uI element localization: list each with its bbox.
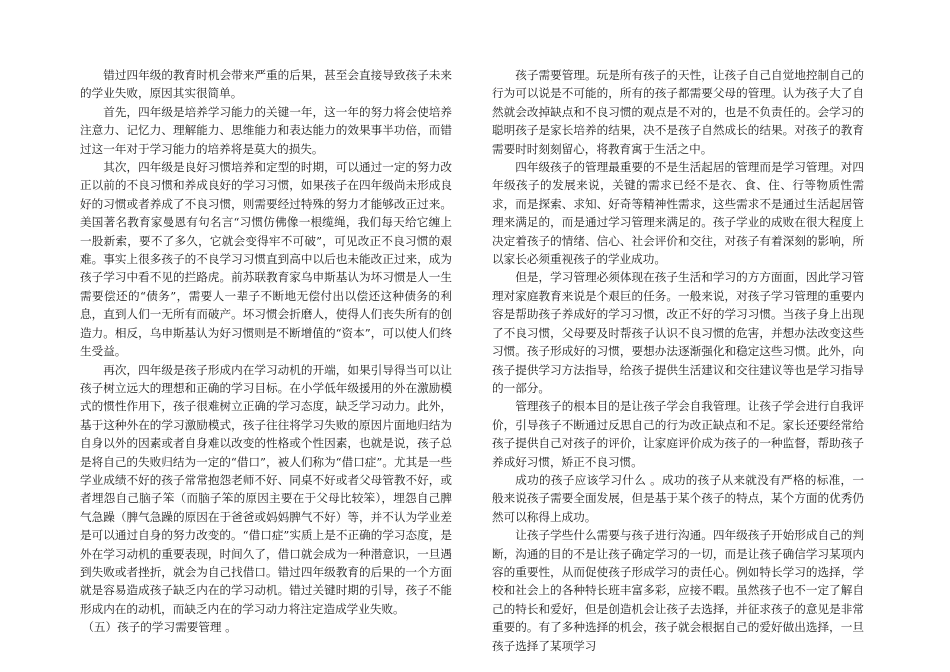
paragraph: 四年级孩子的管理最重要的不是生活起居的管理而是学习管理。对四年级孩子的发展来说，关键的需求已经不是衣、食、住、行等物质性需求，而是探索、求知、好奇等精神性需求，这些需求不是通过生活起居管理来满足的，而是通过学习管理来满足的。孩子学业的成败在很大程度上决定着孩子的情绪、信心、社会评价和交往，对孩子有着深刻的影响，所以家长必须重视孩子的学业成功。	[492, 160, 864, 267]
paragraph: 但是，学习管理必须体现在孩子生活和学习的方方面面，因此学习管理对家庭教育来说是个艰巨的任务。一般来说，对孩子学习管理的重要内容是帮助孩子养成好的学习习惯，改正不好的学习习惯。当孩子身上出现了不良习惯，父母要及时帮孩子认识不良习惯的危害，并想办法改变这些习惯。孩子形成好的习惯，要想办法逐渐强化和稳定这些习惯。此外，向孩子提供学习方法指导，给孩子提供生活建议和交往建议等也是学习指导的一部分。	[492, 270, 864, 395]
section-heading: （五）孩子的学习需要管理 。	[82, 620, 237, 635]
paragraph: 错过四年级的教育时机会带来严重的后果，甚至会直接导致孩子未来的学业失败，原因其实很简单。	[80, 68, 452, 101]
paragraph: 孩子需要管理。玩是所有孩子的天性，让孩子自己自觉地控制自己的行为可以说是不可能的，所有的孩子都需要父母的管理。认为孩子大了自然就会改掉缺点和不良习惯的观点是不对的，也是不负责任的。会学习的聪明孩子是家长培养的结果，决不是孩子自然成长的结果。对孩子的教育需要时时刻刻留心，将教育寓于生活之中。	[492, 68, 864, 156]
paragraph: 首先，四年级是培养学习能力的关键一年，这一年的努力将会使培养注意力、记忆力、理解能力、思维能力和表达能力的效果事半功倍，而错过这一年对于学习能力的培养将是莫大的损失。	[80, 104, 452, 156]
paragraph: 成功的孩子应该学习什么 。成功的孩子从来就没有严格的标准，一般来说孩子需要全面发展，但是基于某个孩子的特点，某个方面的优秀仍然可以称得上成功。	[492, 472, 864, 524]
right-column	[492, 66, 864, 655]
paragraph: 让孩子学些什么需要与孩子进行沟通。四年级孩子开始形成自己的判断，沟通的目的不是让孩子确定学习的一切，而是让孩子确信学习某项内容的重要性，从而促使孩子形成学习的责任心。例如特长学习的选择，学校和社会上的各种特长班丰富多彩，应接不暇。虽然孩子也不一定了解自己的特长和爱好，但是创造机会让孩子去选择，并征求孩子的意见是非常重要的。有了多种选择的机会，孩子就会根据自己的爱好做出选择，一旦孩子选择了某项学习	[492, 528, 864, 653]
left-column	[80, 66, 452, 637]
paragraph: 管理孩子的根本目的是让孩子学会自我管理。让孩子学会进行自我评价，引导孩子不断通过反思自己的行为改正缺点和不足。家长还要经常给孩子提供自己对孩子的评价，让家庭评价成为孩子的一种监督，帮助孩子养成好习惯，矫正不良习惯。	[492, 399, 864, 469]
paragraph: 再次，四年级是孩子形成内在学习动机的开端，如果引导得当可以让孩子树立远大的理想和正确的学习目标。在小学低年级援用的外在激励模式的惯性作用下，孩子很难树立正确的学习态度，缺乏学习动力。此外，基于这种外在的学习激励模式，孩子往往将学习失败的原因片面地归结为自身以外的因素或者自身难以改变的性格或个性因素，也就是说，孩子总是将自己的失败归结为一定的“借口”，被人们称为“借口症”。尤其是一些学业成绩不好的孩子常常抱怨老师不好、同桌不好或者父母管教不好，或者埋怨自己脑子笨（而脑子笨的原因主要在于父母比较笨），埋怨自己脾气急躁（脾气急躁的原因在于爸爸或妈妈脾气不好）等，并不认为学业差是可以通过自身的努力改变的。“借口症”实质上是不正确的学习态度，是外在学习动机的重要表现，时间久了，借口就会成为一种潜意识，一旦遇到失败或者挫折，就会为自己找借口。错过四年级教育的后果的一个方面就是容易造成孩子缺乏内在的学习动机。错过关键时期的引导，孩子不能形成内在的动机，而缺乏内在的学习动力将注定造成学业失败。	[80, 362, 452, 616]
paragraph: 其次，四年级是良好习惯培养和定型的时期，可以通过一定的努力改正以前的不良习惯和养成良好的学习习惯，如果孩子在四年级尚未形成良好的习惯或者养成了不良习惯，则需要经过特殊的努力才能够改正过来。美国著名教育家曼恩有句名言“习惯仿佛像一根缆绳，我们每天给它缠上一股新索，要不了多久，它就会变得牢不可破”，可见改正不良习惯的艰难。事实上很多孩子的不良学习习惯直到高中以后也未能改正过来，成为孩子学习中看不见的拦路虎。前苏联教育家乌申斯基认为坏习惯是人一生需要偿还的“债务”，需要人一辈子不断地无偿付出以偿还这种债务的利息，直到人们一无所有而破产。坏习惯会折磨人，使得人们丧失所有的创造力。相反，乌申斯基认为好习惯则是不断增值的“资本”，可以使人们终生受益。	[80, 160, 452, 359]
